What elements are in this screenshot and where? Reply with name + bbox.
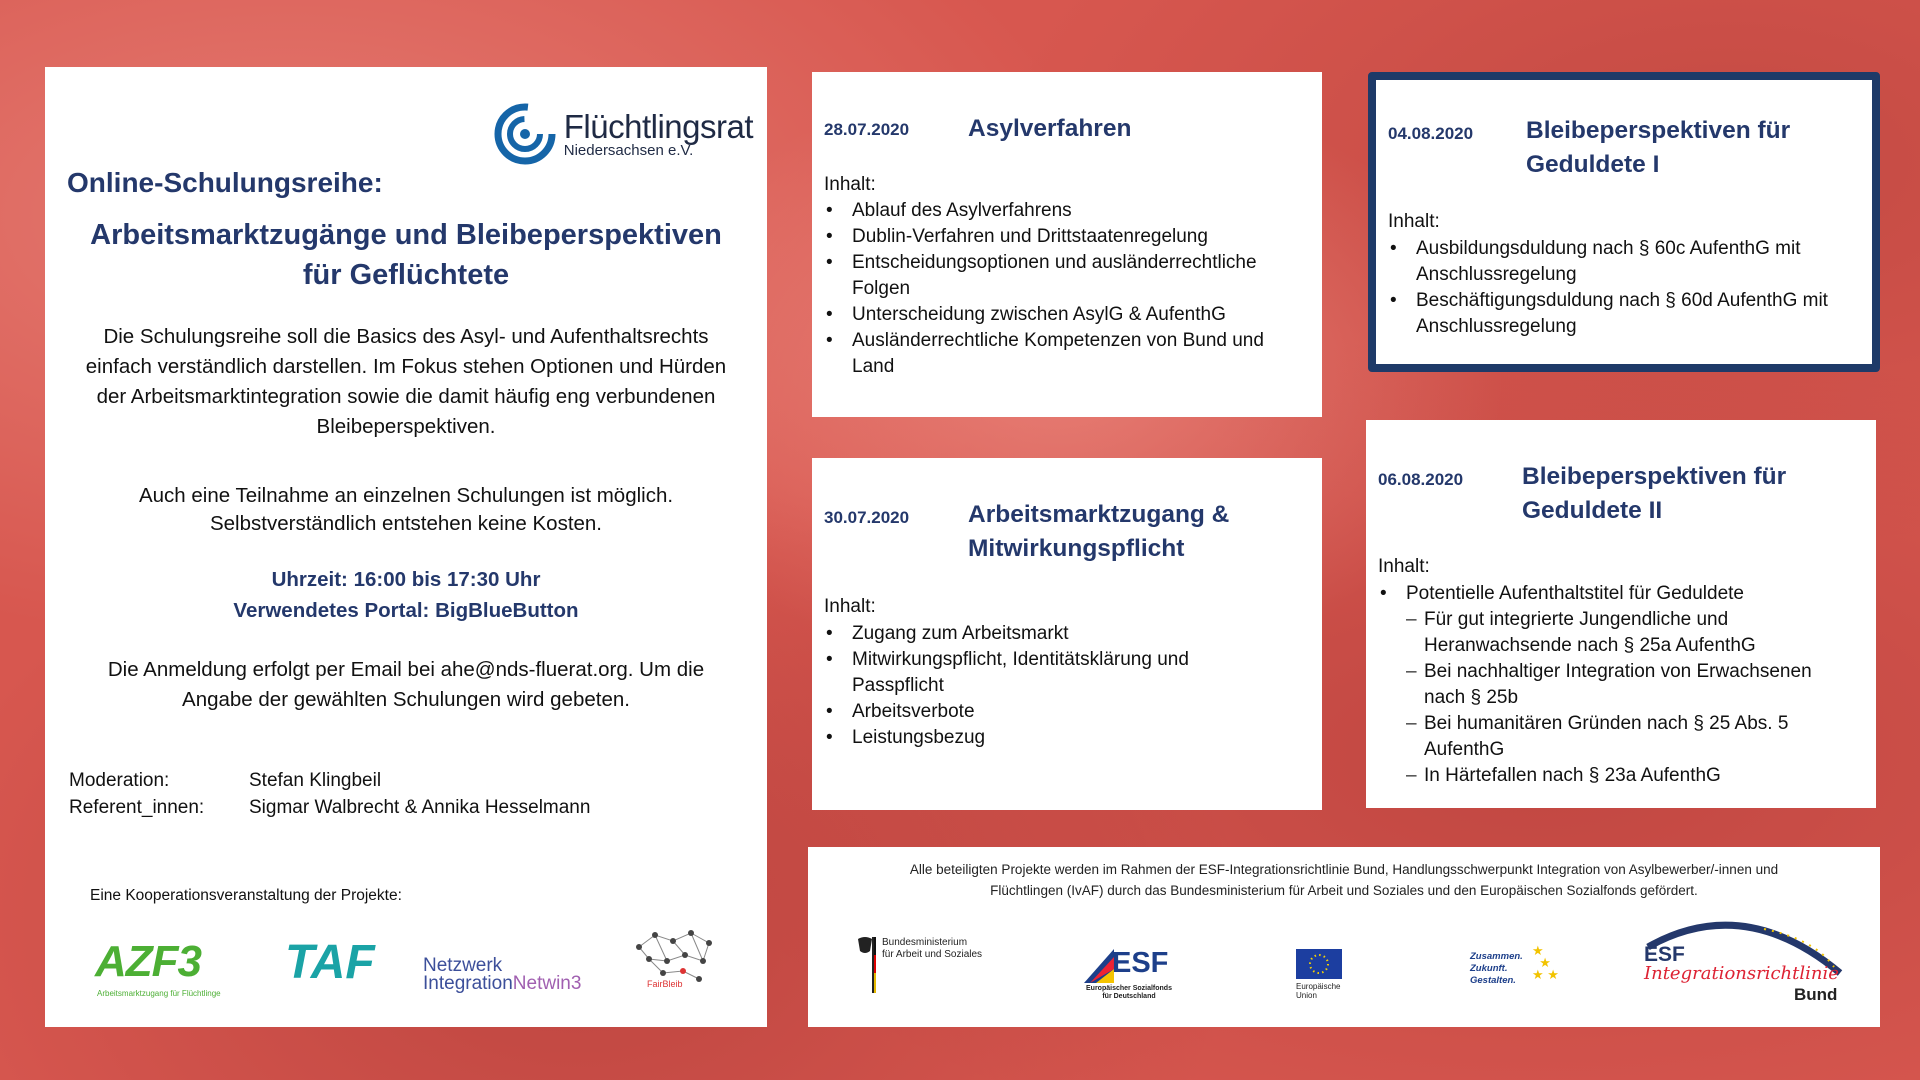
intro-line2: einfach verständlich darstellen. Im Fokus stehen Optionen und Hürden	[85, 355, 727, 378]
session-card-3	[1368, 72, 1880, 372]
fairbleib-label: FairBleib	[647, 979, 683, 989]
session-topics	[812, 198, 1264, 380]
session-card-4	[1366, 420, 1876, 808]
session-inhalt-label: Inhalt:	[824, 174, 876, 195]
referent-value: Sigmar Walbrecht & Annika Hesselmann	[249, 797, 591, 818]
subtopic-item-continued: AufenthG	[1424, 739, 1505, 760]
portal-text: Verwendetes Portal: BigBlueButton	[233, 599, 579, 622]
topic-item-continued: Folgen	[852, 278, 911, 299]
esf-integrationsrichtlinie-logo	[1644, 913, 1844, 1013]
funding-text	[838, 859, 1850, 901]
esf2-subtitle: Integrationsrichtlinie	[1644, 963, 1839, 984]
fairbleib-network-icon	[633, 927, 717, 991]
intro-line1: Die Schulungsreihe soll die Basics des Asyl- und Aufenthaltsrechts	[103, 325, 709, 348]
zus-line2: Zukunft.	[1470, 963, 1508, 974]
esf-label: ESF	[1112, 947, 1169, 979]
topic-item: • Potentielle Aufenthaltstitel für Geduldete	[1366, 581, 1812, 607]
partner-logos	[95, 927, 735, 997]
reg-line1: Die Anmeldung erfolgt per Email bei ahe@nds-fluerat.org. Um die	[107, 658, 705, 681]
fluechtlingsrat-icon	[494, 103, 556, 165]
topic-item-continued: Anschlussregelung	[1416, 316, 1577, 337]
intro-line3: der Arbeitsmarktintegration sowie die damit häufig eng verbundenen	[96, 385, 716, 408]
topic-item: • Entscheidungsoptionen und ausländerrechtliche	[812, 250, 1264, 276]
session-topics	[1376, 236, 1828, 340]
session-title-line1: Bleibeperspektiven für	[1526, 117, 1791, 144]
subtopic-item: – Für gut integrierte Jungendliche und	[1366, 607, 1812, 633]
logo-line2: Niedersachsen e.V.	[563, 142, 694, 159]
topic-item-continued: Land	[852, 356, 895, 377]
eu-flag-icon	[1296, 949, 1342, 979]
topic-item: • Dublin-Verfahren und Drittstaatenregelung	[812, 224, 1264, 250]
session-date: 30.07.2020	[824, 508, 910, 527]
topic-item: • Leistungsbezug	[812, 725, 1189, 751]
esf-sub1: Europäischer Sozialfonds	[1086, 985, 1172, 992]
funding-footer	[808, 847, 1880, 1027]
session-title-line2: Mitwirkungspflicht	[968, 535, 1185, 562]
esf2-bund: Bund	[1794, 985, 1838, 1004]
stars-icon: ★ ★ ★ ★	[1532, 943, 1559, 982]
eu-logo	[1296, 949, 1356, 1005]
series-label: Online-Schulungsreihe:	[67, 167, 383, 198]
topic-item: • Ausländerrechtliche Kompetenzen von Bund und	[812, 328, 1264, 354]
session-title	[1522, 460, 1786, 528]
title-line2: für Geflüchtete	[302, 259, 510, 291]
session-card-2	[812, 458, 1322, 810]
session-title	[1526, 114, 1790, 182]
topic-item: • Mitwirkungspflicht, Identitätsklärung und	[812, 647, 1189, 673]
topic-item: • Beschäftigungsduldung nach § 60d AufenthG mit	[1376, 288, 1828, 314]
bmas-logo	[854, 935, 994, 995]
bmas-line1: Bundesministerium	[882, 937, 968, 948]
topic-item: • Unterscheidung zwischen AsylG & AufenthG	[812, 302, 1264, 328]
session-title-line2: Geduldete I	[1526, 151, 1660, 178]
zus-line3: Gestalten.	[1470, 975, 1516, 986]
netwin-line2: Integration	[423, 973, 513, 994]
session-card-1	[812, 72, 1322, 417]
esf-logo	[1084, 949, 1184, 999]
topic-item: • Ablauf des Asylverfahrens	[812, 198, 1264, 224]
moderation-value: Stefan Klingbeil	[249, 770, 382, 791]
title-line1: Arbeitsmarktzugänge und Bleibeperspektiven	[90, 219, 722, 251]
note-line1: Auch eine Teilnahme an einzelnen Schulungen ist möglich.	[138, 484, 674, 507]
netwin-line2b: Netwin3	[512, 973, 582, 994]
taf-logo: TAF	[285, 936, 375, 989]
esf-triangle-icon	[1084, 949, 1114, 983]
subtopic-item-continued: Heranwachsende nach § 25a AufenthG	[1424, 635, 1756, 656]
session-title-line2: Geduldete II	[1522, 497, 1663, 524]
moderation-label: Moderation:	[69, 770, 170, 791]
session-date: 06.08.2020	[1378, 470, 1464, 489]
session-title-line1: Bleibeperspektiven für	[1522, 463, 1787, 490]
session-topics	[1366, 581, 1812, 789]
referent-label: Referent_innen:	[69, 797, 205, 818]
bmas-line2: für Arbeit und Soziales	[882, 949, 983, 960]
zus-line1: Zusammen.	[1470, 951, 1523, 962]
session-title-line1: Arbeitsmarktzugang &	[968, 501, 1230, 528]
subtopic-item: – Bei humanitären Gründen nach § 25 Abs. 5	[1366, 711, 1812, 737]
session-inhalt-label: Inhalt:	[1378, 556, 1430, 577]
topic-item-continued: Anschlussregelung	[1416, 264, 1577, 285]
referent-row	[69, 794, 590, 821]
people-list	[69, 767, 590, 821]
eu-text	[1296, 982, 1356, 1000]
session-inhalt-label: Inhalt:	[1388, 211, 1440, 232]
session-date: 04.08.2020	[1388, 124, 1474, 143]
subtopic-item: – In Härtefallen nach § 23a AufenthG	[1366, 763, 1812, 789]
intro-panel	[45, 67, 767, 1027]
intro-text	[45, 322, 767, 442]
funding-line2: Flüchtlingen (IvAF) durch das Bundesministerium für Arbeit und Soziales und den Europäischen Sozialfonds gefördert.	[990, 883, 1698, 898]
moderation-row	[69, 767, 590, 794]
cooperation-label: Eine Kooperationsveranstaltung der Projekte:	[90, 887, 402, 904]
azf3-logo: AZF3	[95, 937, 201, 986]
eu-line1: Europäische	[1296, 982, 1341, 991]
topic-item: • Zugang zum Arbeitsmarkt	[812, 621, 1189, 647]
fluechtlingsrat-logo	[494, 103, 753, 165]
subtopic-item: – Bei nachhaltiger Integration von Erwachsenen	[1366, 659, 1812, 685]
topic-item: • Arbeitsverbote	[812, 699, 1189, 725]
subtopic-item-continued: nach § 25b	[1424, 687, 1519, 708]
esf-subtitle	[1084, 985, 1174, 1001]
netwin-line1: Netzwerk	[423, 955, 503, 976]
time-text: Uhrzeit: 16:00 bis 17:30 Uhr	[271, 568, 541, 591]
note-line2: Selbstverständlich entstehen keine Kosten.	[209, 512, 603, 535]
schedule-info	[45, 564, 767, 626]
intro-line4: Bleibeperspektiven.	[316, 415, 496, 438]
session-topics	[812, 621, 1189, 751]
reg-line2: Angabe der gewählten Schulungen wird gebeten.	[182, 688, 630, 711]
funding-line1: Alle beteiligten Projekte werden im Rahmen der ESF-Integrationsrichtlinie Bund, Handlungsschwerpunkt Integration von Asylbewerber/-innen und	[909, 862, 1779, 877]
participation-note	[45, 482, 767, 538]
federal-eagle-icon	[854, 935, 876, 995]
registration-text	[45, 655, 767, 715]
session-title	[968, 498, 1229, 566]
session-date: 28.07.2020	[824, 120, 910, 139]
session-title: Asylverfahren	[968, 115, 1132, 142]
page-title	[45, 215, 767, 295]
netwin-logo	[423, 957, 581, 993]
eu-line2: Union	[1296, 991, 1317, 1000]
esf-sub2: für Deutschland	[1102, 993, 1156, 1000]
esf2-label: ESF	[1644, 943, 1685, 966]
topic-item: • Ausbildungsduldung nach § 60c AufenthG mit	[1376, 236, 1828, 262]
azf3-subtitle: Arbeitsmarktzugang für Flüchtlinge	[97, 989, 221, 998]
topic-item-continued: Passpflicht	[852, 675, 944, 696]
zusammen-logo	[1470, 943, 1570, 1001]
logo-line1: Flüchtlingsrat	[563, 108, 753, 145]
bmas-text	[882, 937, 982, 961]
session-inhalt-label: Inhalt:	[824, 596, 876, 617]
